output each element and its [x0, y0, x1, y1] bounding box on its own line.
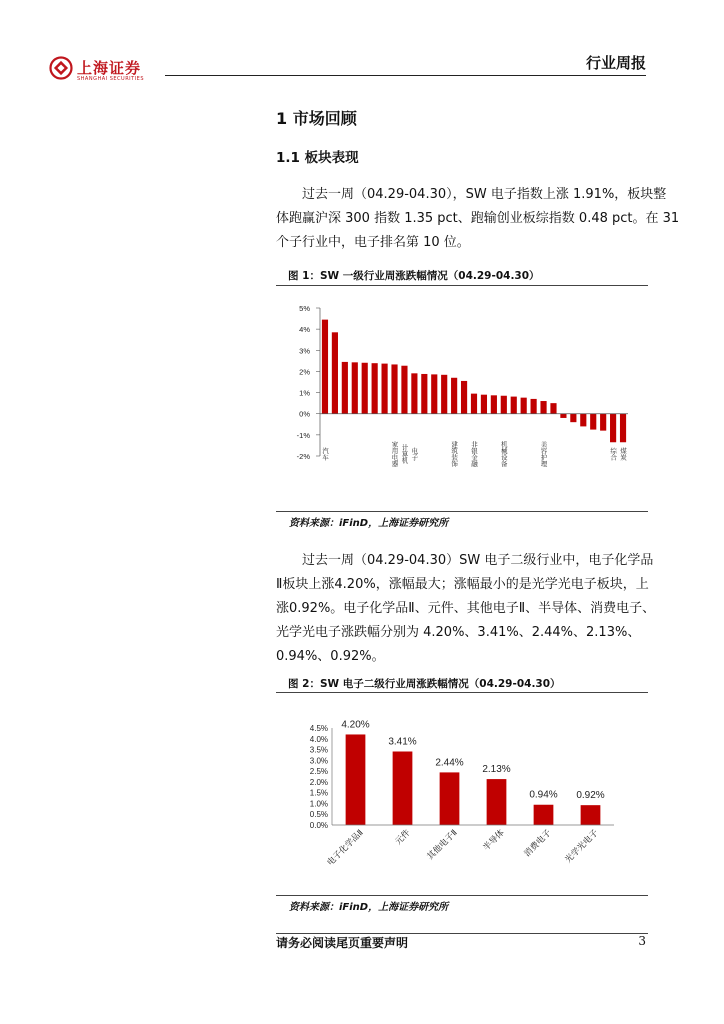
y-tick-label: -2%: [296, 452, 310, 461]
bar-半导体: [487, 779, 507, 825]
y-tick-label: 0%: [299, 409, 310, 419]
x-tick-label: 建筑装饰: [450, 440, 459, 467]
figure-1-chart: [276, 296, 648, 506]
x-tick-label: 电子化学品Ⅱ: [325, 828, 366, 869]
data-label: 2.44%: [435, 757, 464, 769]
paragraph-line: 涨0.92%。电子化学品Ⅱ、元件、其他电子Ⅱ、半导体、消费电子、: [276, 601, 656, 616]
bar-基础化工: [491, 395, 497, 413]
bar-传媒: [342, 362, 348, 414]
bar-电力设备: [570, 414, 576, 422]
y-tick-label: 3%: [299, 346, 310, 356]
bar-元件: [393, 751, 413, 825]
x-tick-label: 煤炭: [619, 447, 628, 461]
bar-石油石化: [372, 363, 378, 414]
bar-汽车: [322, 320, 328, 414]
bar-机械设备: [501, 396, 507, 414]
bar-商贸零售: [560, 414, 566, 418]
x-tick-label: 综合: [609, 447, 618, 461]
data-label: 0.92%: [576, 790, 605, 802]
bar-银行: [521, 398, 527, 414]
bar-其他电子Ⅱ: [440, 772, 460, 825]
figure-2-caption: 图 2：SW 电子二级行业周涨跌幅情况（04.29-04.30）: [288, 678, 561, 690]
y-tick-label: 5%: [299, 304, 310, 313]
y-tick-label: 4.5%: [309, 724, 328, 733]
data-label: 2.13%: [482, 764, 511, 776]
y-tick-label: -1%: [296, 430, 310, 440]
section-heading: 1 市场回顾: [276, 109, 357, 128]
bar-消费电子: [534, 805, 554, 825]
bar-综合: [610, 414, 616, 443]
bar-家用电器: [391, 364, 397, 413]
bar-煤炭: [620, 414, 626, 443]
paragraph-line: 过去一周（04.29-04.30），SW 电子指数上涨 1.91%，板块整: [302, 187, 667, 202]
y-tick-label: 0.5%: [309, 810, 328, 820]
bar-公用事业: [332, 332, 338, 413]
y-tick-label: 2.5%: [309, 767, 328, 777]
x-tick-label: 电子: [410, 447, 419, 461]
y-tick-label: 1.0%: [309, 799, 328, 809]
y-tick-label: 3.5%: [309, 745, 328, 755]
figure-1-top-rule: [276, 285, 648, 286]
bar-光学光电子: [581, 805, 601, 825]
bar-社会服务: [352, 362, 358, 413]
y-tick-label: 2%: [299, 367, 310, 377]
data-label: 0.94%: [529, 789, 558, 801]
x-tick-label: 家用电器: [390, 440, 399, 467]
footer-disclaimer: 请务必阅读尾页重要声明: [276, 936, 409, 950]
logo-name-en: SHANGHAI SECURITIES: [77, 76, 145, 82]
bar-通信: [382, 364, 388, 414]
paragraph-line: Ⅱ板块上涨4.20%，涨幅最大；涨幅最小的是光学光电子板块，上: [276, 577, 649, 592]
y-tick-label: 1%: [299, 388, 310, 398]
y-tick-label: 4%: [299, 325, 310, 335]
figure-2-source: 资料来源：iFinD，上海证券研究所: [289, 902, 449, 913]
bar-农林牧渔: [511, 397, 517, 414]
x-tick-label: 消费电子: [522, 828, 554, 860]
bar-非银金融: [471, 394, 477, 414]
x-tick-label: 元件: [393, 828, 413, 848]
data-label: 4.20%: [341, 719, 370, 731]
x-tick-label: 计算机: [400, 443, 409, 464]
paragraph-line: 0.94%、0.92%。: [276, 649, 385, 664]
bar-计算机: [401, 366, 407, 414]
x-tick-label: 半导体: [481, 828, 507, 854]
y-tick-label: 1.5%: [309, 788, 328, 798]
figure-2-bottom-rule: [276, 895, 648, 896]
bar-美容护理: [540, 401, 546, 414]
y-tick-label: 2.0%: [309, 777, 328, 787]
figure-1-caption: 图 1：SW 一级行业周涨跌幅情况（04.29-04.30）: [288, 270, 540, 282]
report-type-title: 行业周报: [585, 54, 646, 72]
bar-房地产: [580, 414, 586, 427]
paragraph-market-summary: [276, 183, 680, 255]
figure-2-top-rule: [276, 692, 648, 693]
bar-建筑材料: [421, 374, 427, 414]
bar-食品饮料: [531, 399, 537, 414]
bar-轻工制造: [431, 374, 437, 413]
x-tick-label: 机械设备: [499, 440, 508, 467]
x-tick-label: 其他电子Ⅱ: [425, 828, 460, 863]
bar-交通运输: [481, 395, 487, 414]
bar-医药生物: [590, 414, 596, 430]
y-tick-label: 4.0%: [309, 734, 328, 744]
subsection-heading: 1.1 板块表现: [276, 150, 359, 166]
bar-电子化学品Ⅱ: [346, 734, 366, 825]
bar-建筑装饰: [451, 378, 457, 414]
bar-有色金属: [461, 381, 467, 414]
x-tick-label: 非银金融: [470, 440, 478, 467]
header-divider: [165, 75, 646, 76]
bar-环保: [362, 363, 368, 414]
x-tick-label: 光学光电子: [563, 828, 601, 866]
paragraph-line: 个子行业中，电子排名第 10 位。: [276, 235, 470, 250]
company-logo: [49, 52, 161, 86]
paragraph-subsector-summary: [276, 549, 656, 669]
figure-1-bottom-rule: [276, 511, 648, 512]
logo-emblem-icon: [49, 56, 73, 80]
figure-1-source: 资料来源：iFinD，上海证券研究所: [289, 518, 449, 529]
paragraph-line: 过去一周（04.29-04.30）SW 电子二级行业中，电子化学品: [302, 553, 654, 568]
bar-电子: [411, 373, 417, 413]
data-label: 3.41%: [388, 736, 417, 748]
paragraph-line: 光学光电子涨跌幅分别为 4.20%、3.41%、2.44%、2.13%、: [276, 625, 641, 640]
figure-2-chart: [276, 708, 648, 893]
logo-name-cn: 上海证券: [77, 59, 142, 77]
bar-国防军工: [550, 403, 556, 414]
x-tick-label: 汽车: [320, 447, 329, 461]
x-tick-label: 美容护理: [539, 440, 548, 467]
bar-纺织服饰: [441, 375, 447, 414]
y-tick-label: 3.0%: [309, 756, 328, 766]
bar-钢铁: [600, 414, 606, 431]
page-number: 3: [638, 934, 646, 948]
paragraph-line: 体跑赢沪深 300 指数 1.35 pct、跑输创业板综指数 0.48 pct。在 31: [276, 211, 680, 226]
y-tick-label: 0.0%: [309, 821, 328, 830]
